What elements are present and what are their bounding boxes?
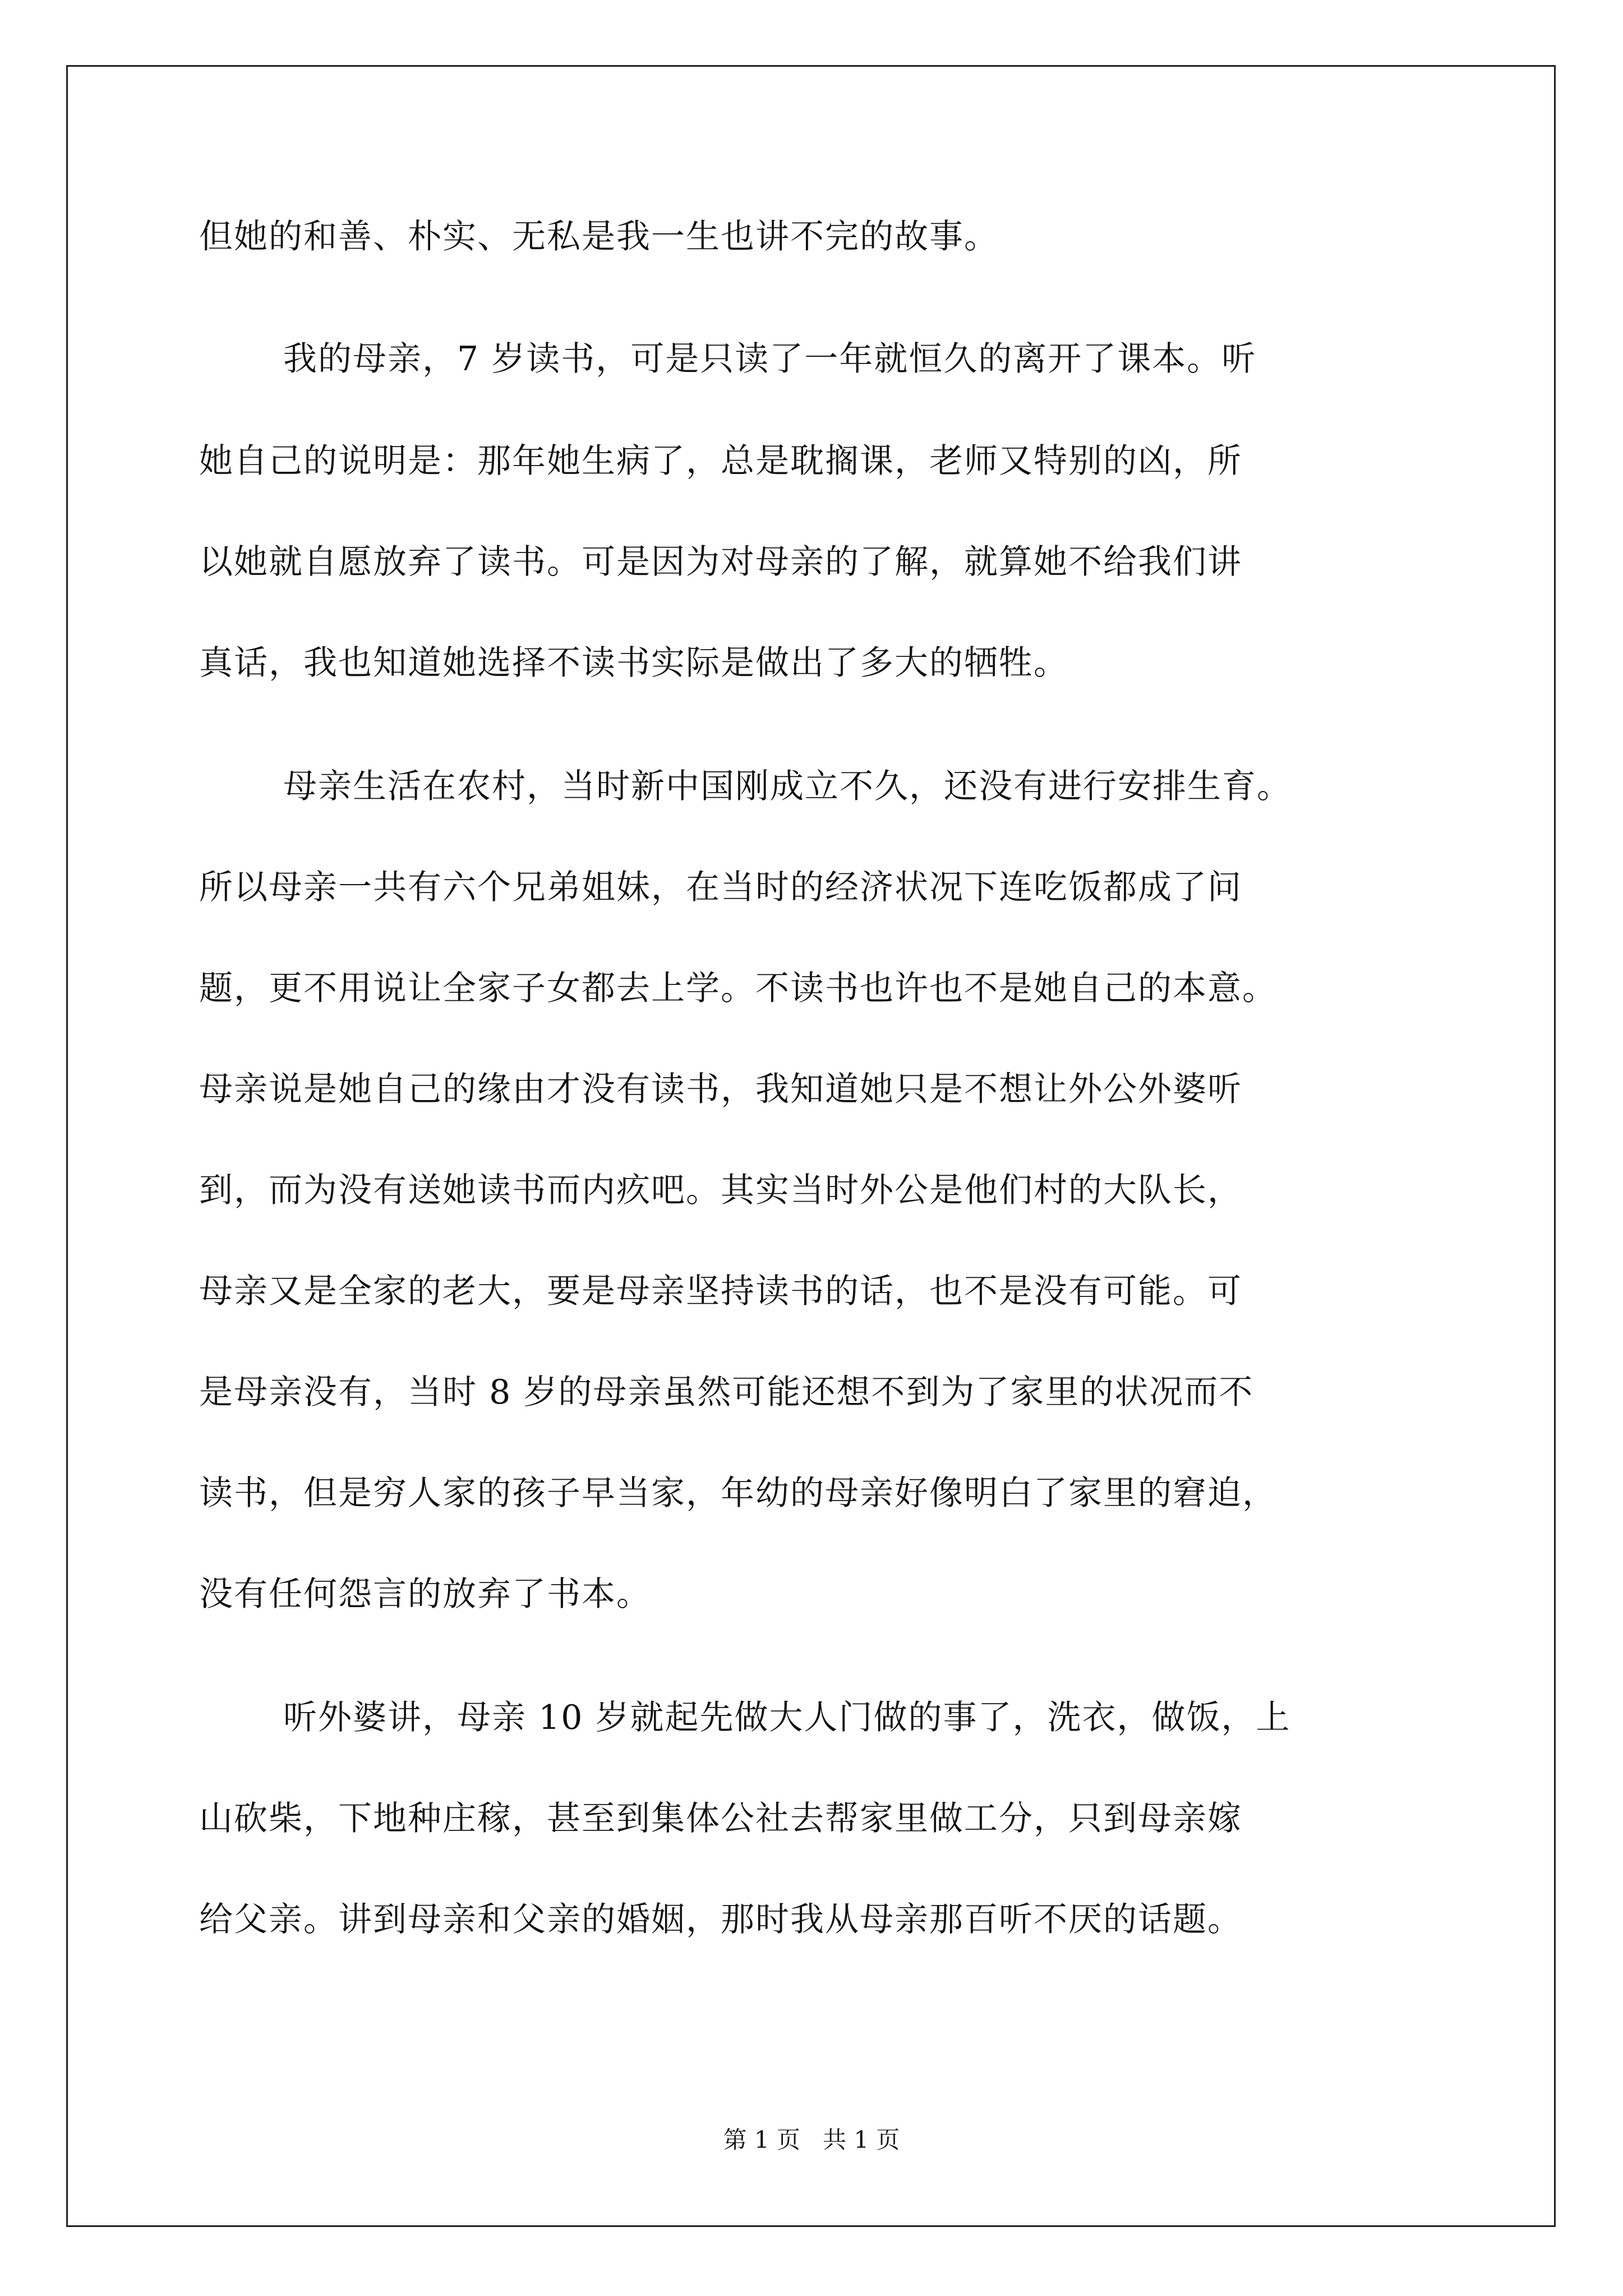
text-line: 她自己的说明是：那年她生病了，总是耽搁课，老师又特别的凶，所 — [199, 441, 1242, 481]
text-line: 以她就自愿放弃了读书。可是因为对母亲的了解，就算她不给我们讲 — [199, 542, 1242, 582]
text-line: 题，更不用说让全家子女都去上学。不读书也许也不是她自己的本意。 — [199, 969, 1277, 1008]
text-line: 所以母亲一共有六个兄弟姐妹，在当时的经济状况下连吃饭都成了问 — [199, 868, 1242, 907]
text-line: 山砍柴，下地种庄稼，甚至到集体公社去帮家里做工分，只到母亲嫁 — [199, 1799, 1242, 1838]
text-line: 母亲说是她自己的缘由才没有读书，我知道她只是不想让外公外婆听 — [199, 1070, 1242, 1109]
text-line: 读书，但是穷人家的孩子早当家，年幼的母亲好像明白了家里的窘迫， — [199, 1474, 1277, 1513]
text-line: 我的母亲，7 岁读书，可是只读了一年就恒久的离开了课本。听 — [283, 339, 1257, 379]
text-line: 真话，我也知道她选择不读书实际是做出了多大的牺牲。 — [199, 643, 1068, 683]
text-line: 是母亲没有，当时 8 岁的母亲虽然可能还想不到为了家里的状况而不 — [199, 1373, 1254, 1412]
page-footer — [0, 2126, 1623, 2154]
text-line: 没有任何怨言的放弃了书本。 — [199, 1575, 651, 1614]
text-line: 母亲生活在农村，当时新中国刚成立不久，还没有进行安排生育。 — [283, 767, 1292, 806]
text-line: 母亲又是全家的老大，要是母亲坚持读书的话，也不是没有可能。可 — [199, 1272, 1242, 1311]
page-total: 共 1 页 — [823, 2126, 900, 2154]
text-line: 给父亲。讲到母亲和父亲的婚姻，那时我从母亲那百听不厌的话题。 — [199, 1900, 1242, 1939]
text-line: 但她的和善、朴实、无私是我一生也讲不完的故事。 — [199, 217, 999, 256]
page-number: 第 1 页 — [723, 2126, 800, 2154]
text-line: 听外婆讲，母亲 10 岁就起先做大人门做的事了，洗衣，做饭，上 — [283, 1698, 1291, 1737]
text-line: 到，而为没有送她读书而内疚吧。其实当时外公是他们村的大队长， — [199, 1171, 1242, 1210]
